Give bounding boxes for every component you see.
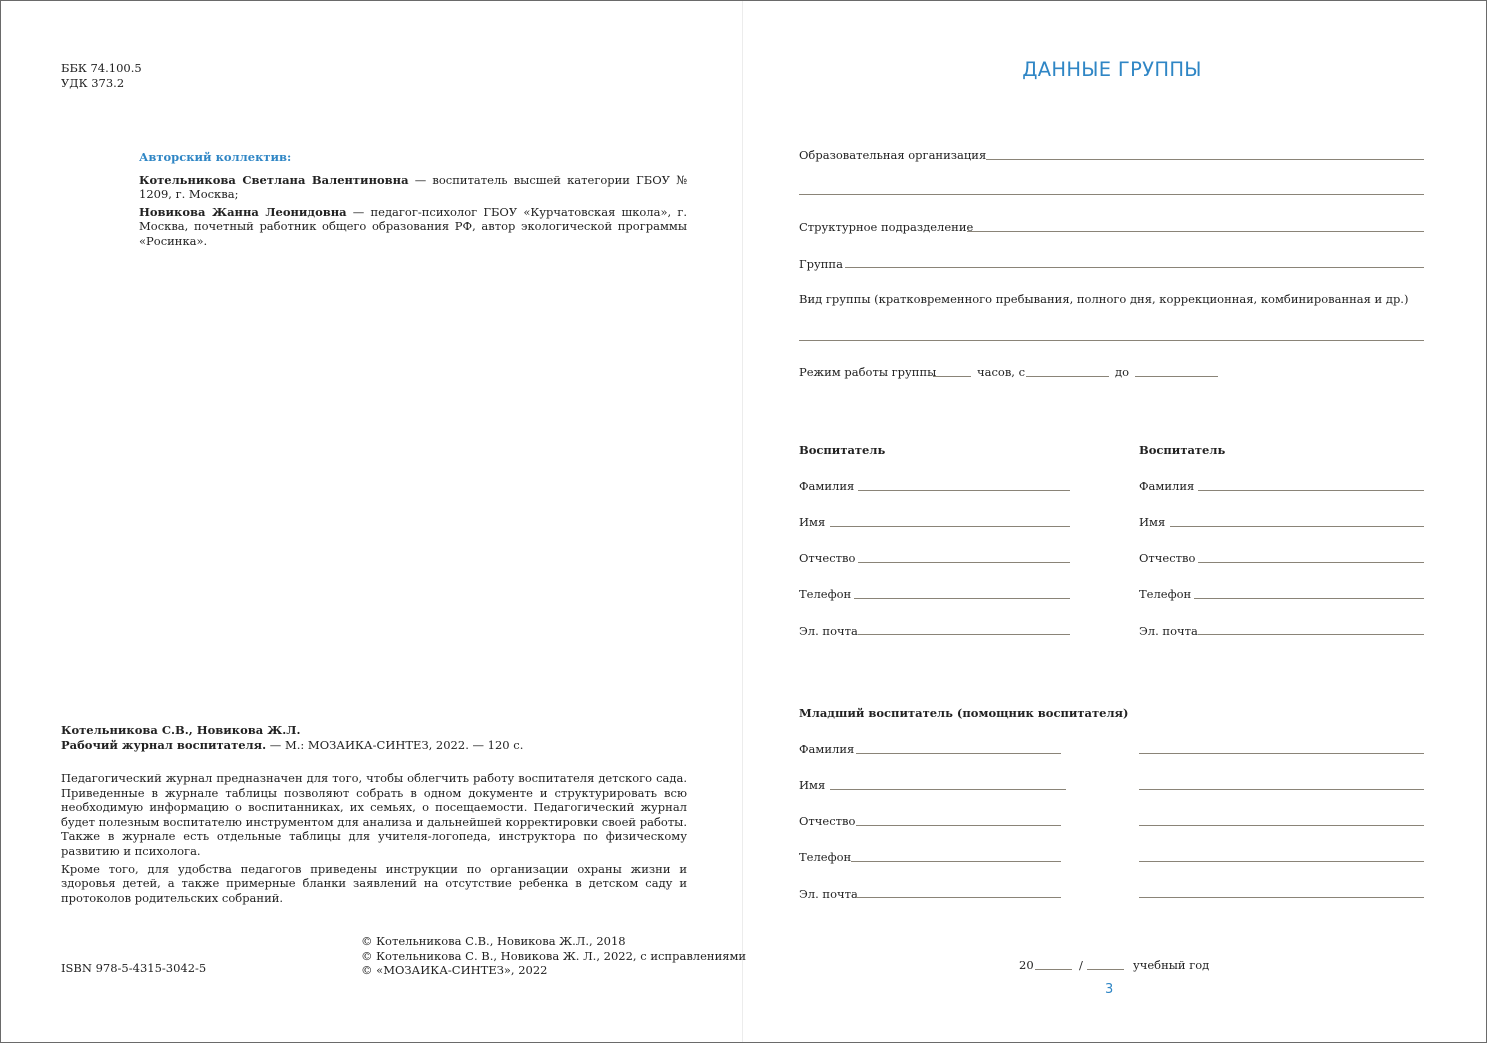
teacher-1-surname-label: Фамилия — [799, 479, 855, 493]
group-type-field-line[interactable] — [799, 340, 1424, 341]
teacher-2-phone-line[interactable] — [1194, 598, 1424, 599]
author-2-name: Новикова Жанна Леонидовна — [139, 204, 347, 219]
year-slash: / — [1079, 958, 1083, 972]
author-1 — [139, 173, 687, 202]
teacher-1-email-label: Эл. почта — [799, 624, 858, 638]
teacher-1-phone-label: Телефон — [799, 587, 852, 601]
junior-email-label: Эл. почта — [799, 887, 858, 901]
author-1-desc: — воспитатель высшей категории ГБОУ № 1209, г. Москва; — [139, 172, 687, 202]
bbk-code: ББК 74.100.5 — [61, 61, 142, 75]
teacher-2-email-label: Эл. почта — [1139, 624, 1198, 638]
biblio-rest: — М.: МОЗАИКА-СИНТЕЗ, 2022. — 120 с. — [266, 737, 524, 752]
udk-code: УДК 373.2 — [61, 75, 125, 90]
schedule-label: Режим работы группы — [799, 365, 937, 379]
junior-heading: Младший воспитатель (помощник воспитателя) — [799, 706, 1129, 720]
teacher-2-name-label: Имя — [1139, 515, 1166, 529]
copyright-line-3: © «МОЗАИКА-СИНТЕЗ», 2022 — [361, 963, 548, 977]
isbn: ISBN 978-5-4315-3042-5 — [61, 961, 207, 975]
page-number: 3 — [1105, 982, 1114, 997]
annotation-paragraph-1: Педагогический журнал предназначен для того, чтобы облегчить работу воспитателя детского сада. Приведенные в журнале таблицы позволяют собрать в одном документе и структурировать всю необходимую информацию о воспитанниках, их семьях, о посещаемости. Педагогический журнал будет полезным воспитателю инструментом для анализа и дальнейшей корректировки своей работы. Также в журнале есть отдельные таблицы для учителя-логопеда, инструктора по физическому развитию и психолога. — [61, 771, 687, 858]
junior-patronymic-label: Отчество — [799, 814, 856, 828]
org-label: Образовательная организация — [799, 148, 987, 162]
teacher-2-email-line[interactable] — [1198, 634, 1424, 635]
authors-heading: Авторский коллектив: — [139, 150, 292, 164]
teacher-2-heading: Воспитатель — [1139, 443, 1226, 457]
teacher-1-patronymic-label: Отчество — [799, 551, 856, 565]
annotation-paragraph-2: Кроме того, для удобства педагогов приведены инструкции по организации охраны жизни и здоровья детей, а также примерные бланки заявлений на отсутствие ребенка в детском саду и протоколов родительских собраний. — [61, 861, 687, 905]
teacher-1-email-line[interactable] — [858, 634, 1070, 635]
page-title: ДАННЫЕ ГРУППЫ — [1022, 58, 1202, 81]
junior-2-email-line[interactable] — [1139, 897, 1424, 898]
year-suffix: учебный год — [1133, 958, 1210, 972]
teacher-2-name-line[interactable] — [1170, 526, 1424, 527]
schedule-from-line[interactable] — [1026, 376, 1109, 377]
org-field-line-1[interactable] — [986, 159, 1424, 160]
teacher-2-phone-label: Телефон — [1139, 587, 1192, 601]
teacher-1-name-line[interactable] — [830, 526, 1070, 527]
junior-2-phone-line[interactable] — [1139, 861, 1424, 862]
schedule-hours-text: часов, с — [977, 365, 1026, 379]
teacher-1-patronymic-line[interactable] — [858, 562, 1070, 563]
junior-1-surname-line[interactable] — [856, 753, 1061, 754]
struct-field-line[interactable] — [967, 231, 1424, 232]
teacher-1-phone-line[interactable] — [854, 598, 1070, 599]
group-field-line[interactable] — [845, 267, 1424, 268]
junior-1-name-line[interactable] — [830, 789, 1066, 790]
schedule-to-line[interactable] — [1135, 376, 1218, 377]
year-start-line[interactable] — [1035, 969, 1072, 970]
junior-phone-label: Телефон — [799, 850, 852, 864]
junior-1-email-line[interactable] — [856, 897, 1061, 898]
junior-1-phone-line[interactable] — [851, 861, 1061, 862]
schedule-to-text: до — [1115, 365, 1130, 379]
junior-name-label: Имя — [799, 778, 826, 792]
org-field-line-2[interactable] — [799, 194, 1424, 195]
year-prefix: 20 — [1019, 958, 1034, 972]
junior-2-surname-line[interactable] — [1139, 753, 1424, 754]
teacher-2-patronymic-line[interactable] — [1198, 562, 1424, 563]
group-type-label: Вид группы (кратковременного пребывания, полного дня, коррекционная, комбинированная и др.) — [799, 292, 1409, 306]
group-label: Группа — [799, 257, 843, 271]
page-gutter — [742, 1, 743, 1042]
teacher-1-name-label: Имя — [799, 515, 826, 529]
teacher-2-patronymic-label: Отчество — [1139, 551, 1196, 565]
junior-surname-label: Фамилия — [799, 742, 855, 756]
authors-block — [139, 150, 687, 252]
teacher-2-surname-label: Фамилия — [1139, 479, 1195, 493]
copyright-block — [361, 934, 746, 978]
copyright-line-1: © Котельникова С.В., Новикова Ж.Л., 2018 — [361, 934, 626, 948]
bibliographic-record — [61, 723, 687, 752]
junior-1-patronymic-line[interactable] — [856, 825, 1061, 826]
junior-2-name-line[interactable] — [1139, 789, 1424, 790]
junior-2-patronymic-line[interactable] — [1139, 825, 1424, 826]
teacher-1-surname-line[interactable] — [858, 490, 1070, 491]
struct-label: Структурное подразделение — [799, 220, 974, 234]
biblio-title: Рабочий журнал воспитателя. — [61, 737, 267, 752]
schedule-hours-line[interactable] — [933, 376, 971, 377]
teacher-2-surname-line[interactable] — [1198, 490, 1424, 491]
copyright-line-2: © Котельникова С. В., Новикова Ж. Л., 2022, с исправлениями — [361, 948, 747, 963]
biblio-line — [61, 738, 687, 753]
biblio-authors: Котельникова С.В., Новикова Ж.Л. — [61, 723, 301, 737]
teacher-1-heading: Воспитатель — [799, 443, 886, 457]
author-1-name: Котельникова Светлана Валентиновна — [139, 172, 409, 187]
author-2 — [139, 205, 687, 249]
year-end-line[interactable] — [1087, 969, 1124, 970]
classification-codes — [61, 61, 142, 90]
annotation — [61, 771, 687, 908]
author-2-desc: — педагог-психолог ГБОУ «Курчатовская школа», г. Москва, почетный работник общего образования РФ, автор экологической программы «Росинка». — [139, 204, 688, 248]
